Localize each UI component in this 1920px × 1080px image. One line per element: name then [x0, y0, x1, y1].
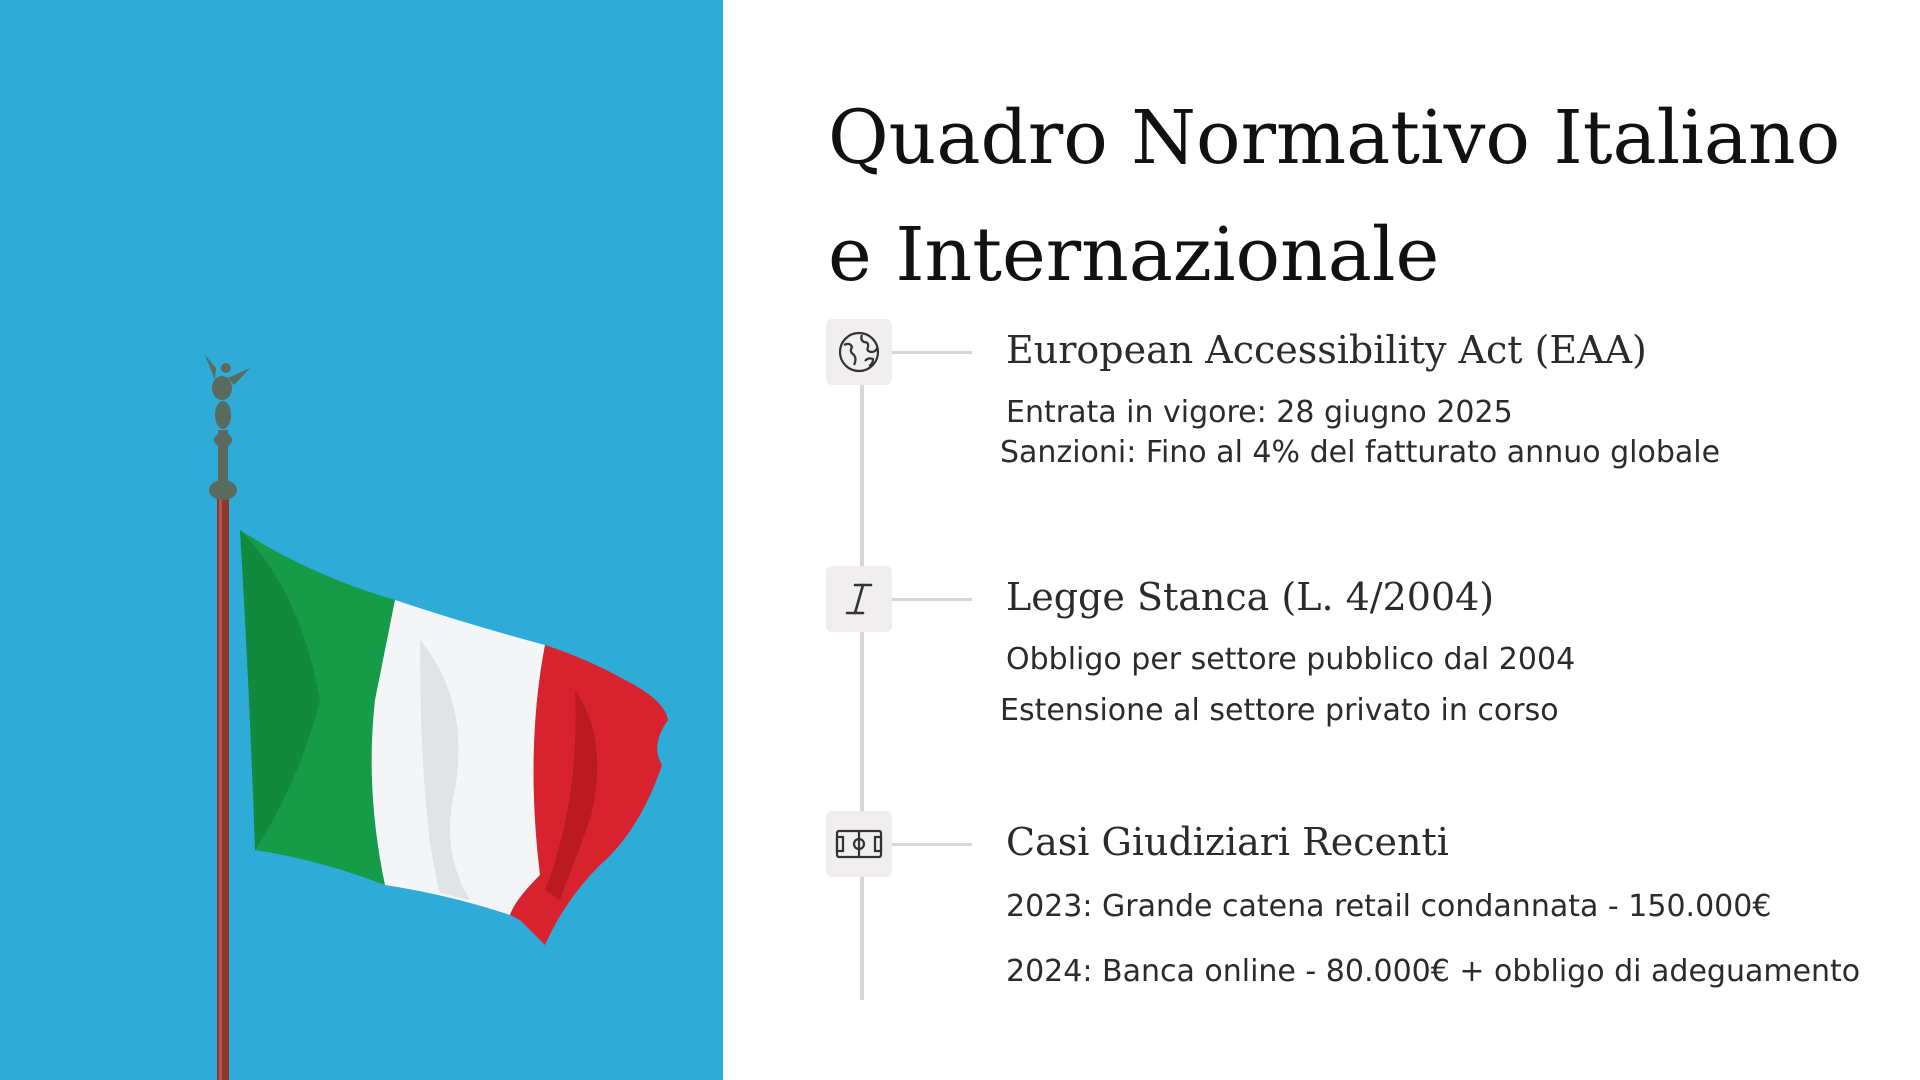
item-heading: European Accessibility Act (EAA) — [1006, 328, 1647, 372]
content-panel — [723, 0, 1920, 1080]
timeline-connector — [892, 843, 972, 846]
timeline-line — [860, 360, 864, 1000]
item-detail: Obbligo per settore pubblico dal 2004 — [1006, 642, 1576, 677]
italic-icon — [826, 566, 892, 632]
timeline-connector — [892, 351, 972, 354]
item-heading: Casi Giudiziari Recenti — [1006, 820, 1449, 864]
item-detail: 2024: Banca online - 80.000€ + obbligo di adeguamento — [1006, 954, 1861, 989]
item-detail: 2023: Grande catena retail condannata - 150.000€ — [1006, 889, 1772, 924]
item-detail: Entrata in vigore: 28 giugno 2025 — [1006, 395, 1513, 430]
flag-pole — [217, 495, 229, 1080]
globe-icon — [826, 319, 892, 385]
flag-image-panel — [0, 0, 723, 1080]
item-detail: Sanzioni: Fino al 4% del fatturato annuo globale — [1000, 435, 1721, 470]
item-detail: Estensione al settore privato in corso — [1000, 693, 1559, 728]
pole-finial — [205, 355, 250, 500]
field-icon — [826, 811, 892, 877]
timeline-connector — [892, 598, 972, 601]
italian-flag-image — [0, 0, 723, 1080]
flag-cloth — [240, 530, 668, 945]
slide-title: Quadro Normativo Italiano e Internazionale — [828, 95, 1841, 298]
item-heading: Legge Stanca (L. 4/2004) — [1006, 575, 1495, 619]
